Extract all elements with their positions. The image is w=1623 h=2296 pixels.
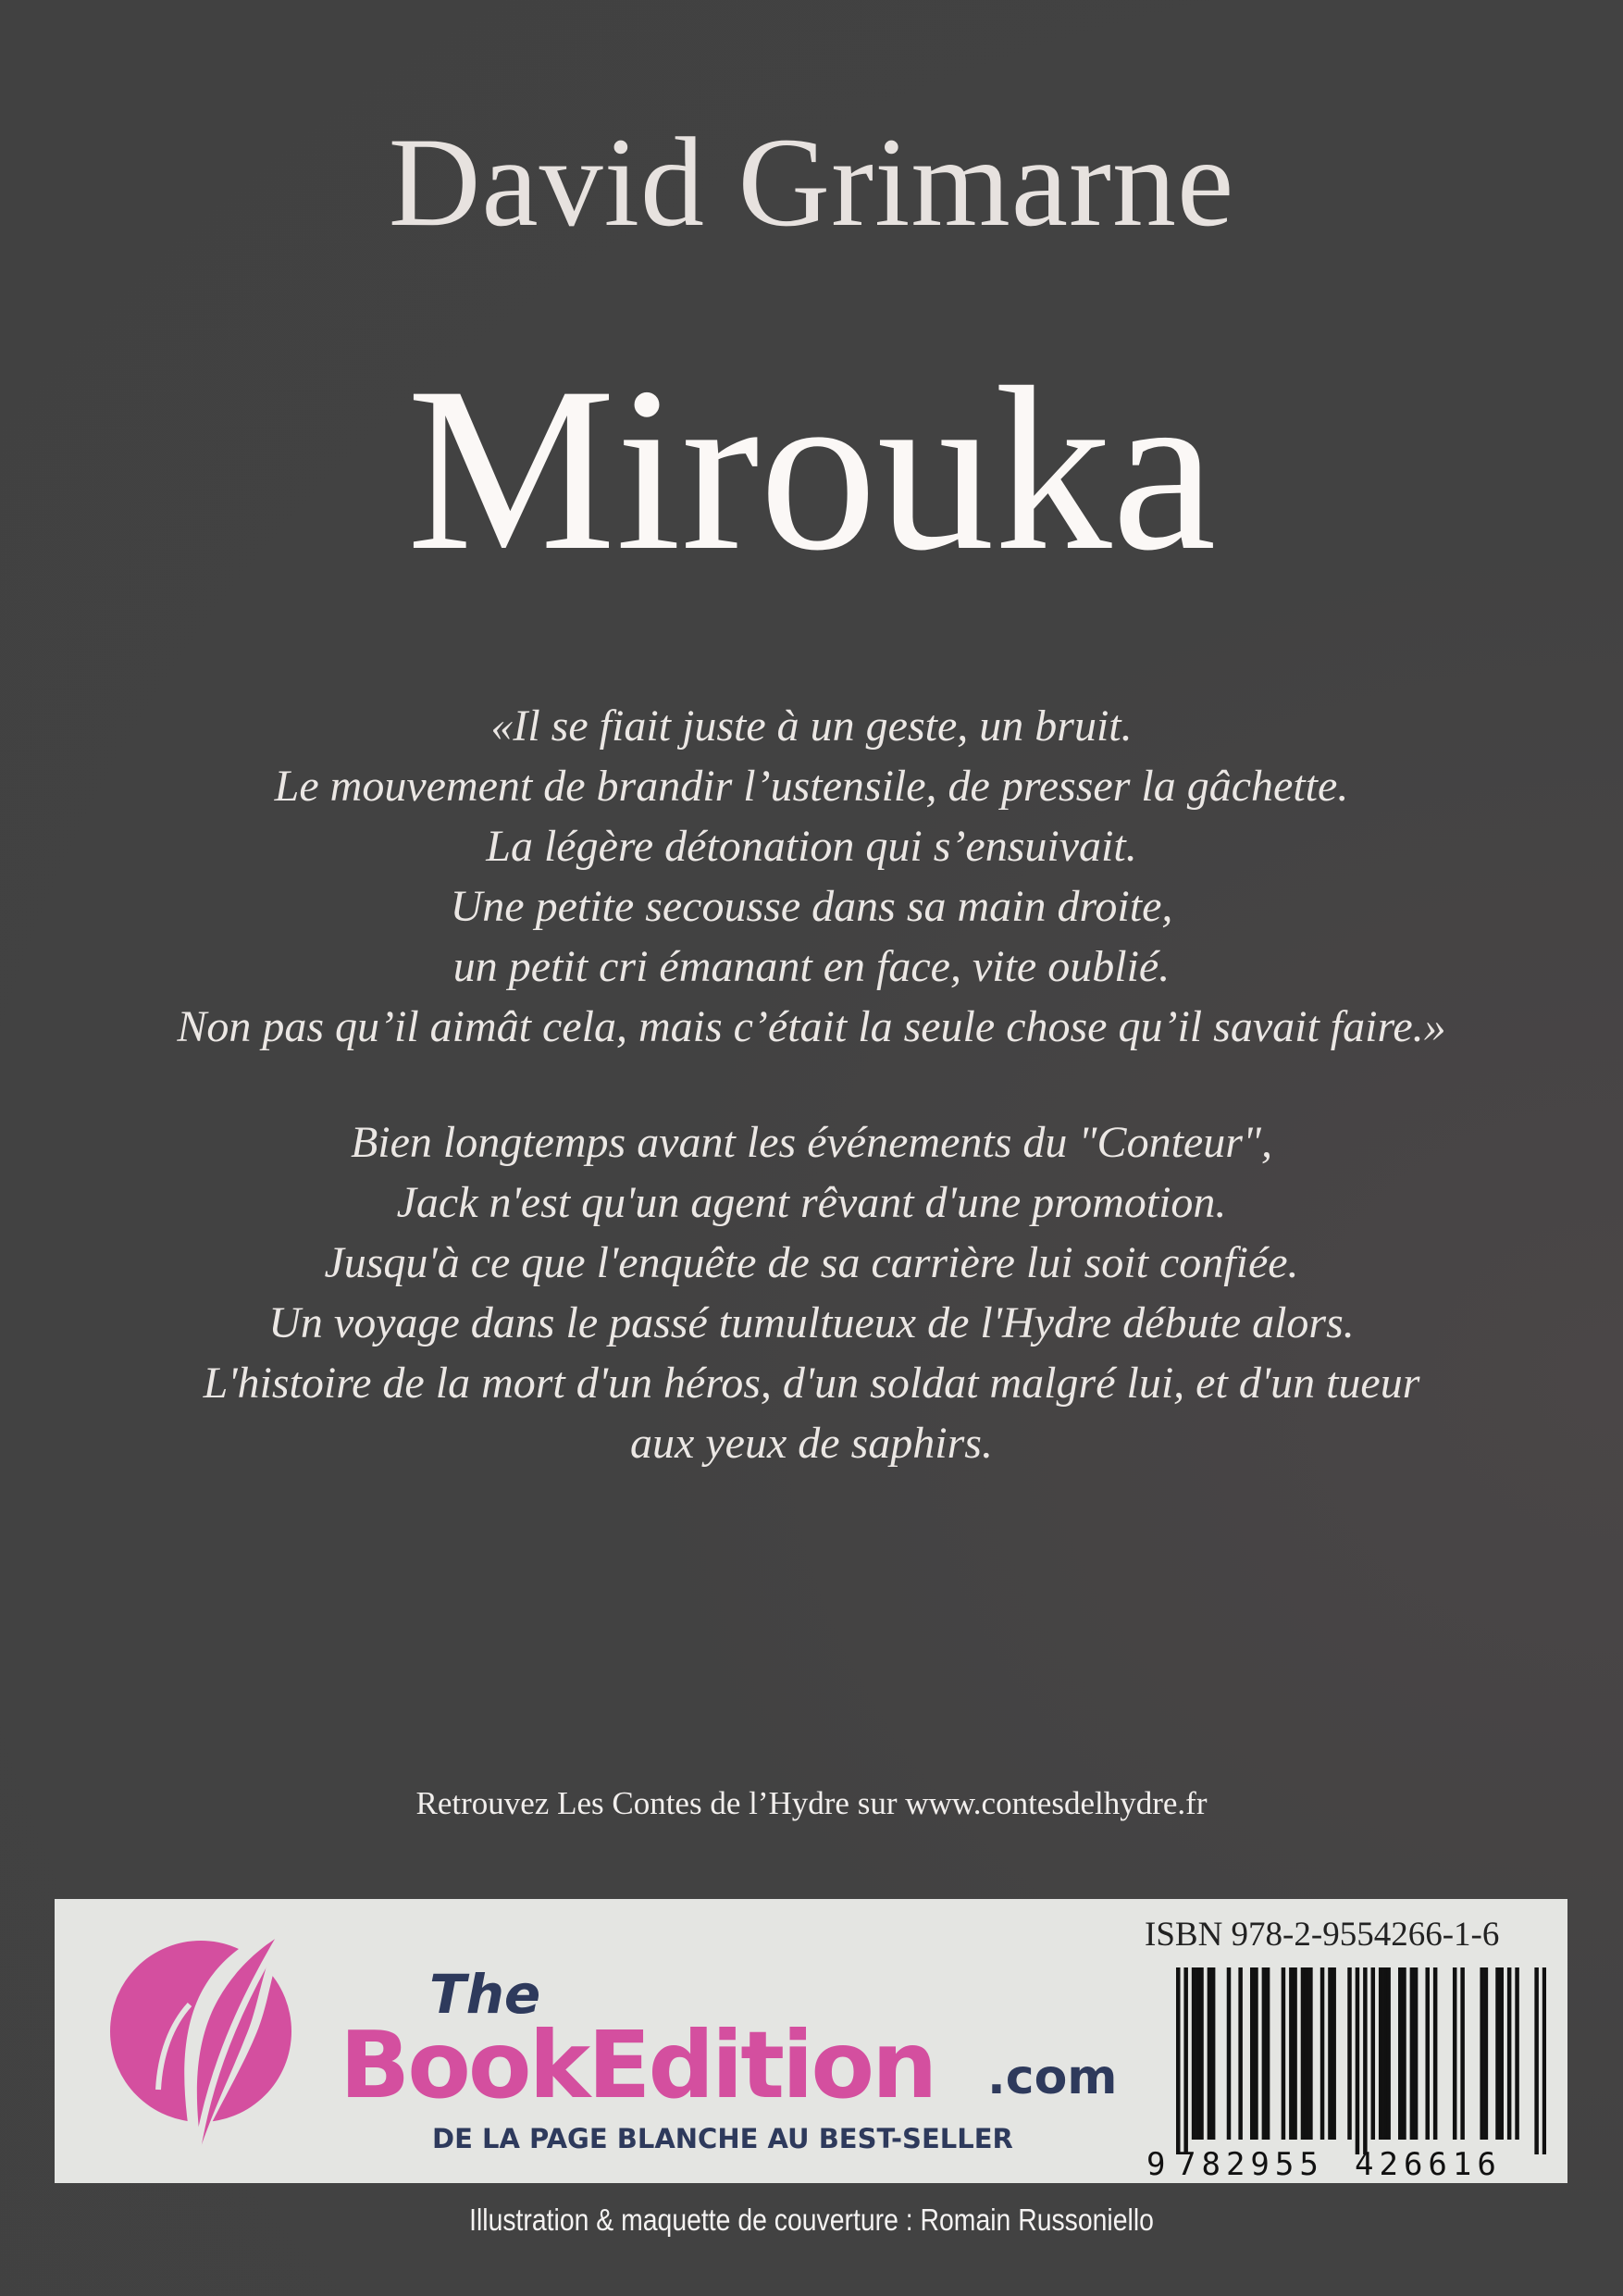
barcode-bar — [1371, 1967, 1376, 2140]
quote-line: Non pas qu’il aimât cela, mais c’était la seule chose qu’il savait faire.» — [177, 1002, 1446, 1051]
back-cover-quote — [0, 696, 1623, 1057]
barcode-bar — [1332, 1967, 1336, 2140]
barcode-bar — [1515, 1967, 1519, 2140]
barcode-bar — [1211, 1967, 1216, 2140]
brand-tagline: DE LA PAGE BLANCHE AU BEST-SELLER — [432, 2123, 1013, 2154]
barcode-bar — [1398, 1967, 1403, 2140]
feather-quill-icon — [81, 1916, 312, 2175]
quote-line: «Il se fiait juste à un geste, un bruit. — [490, 701, 1133, 751]
barcode-bar — [1293, 1967, 1297, 2140]
barcode-bar — [1495, 1967, 1500, 2140]
barcode-bar — [1305, 1967, 1309, 2140]
author-name: David Grimarne — [388, 111, 1235, 253]
barcode-bar — [1402, 1967, 1406, 2140]
isbn-label: ISBN 978-2-9554266-1-6 — [1145, 1916, 1500, 1954]
barcode-bar — [1208, 1967, 1212, 2140]
barcode-bar — [1254, 1967, 1258, 2140]
barcode-bar — [1238, 1967, 1243, 2140]
barcode-bar — [1176, 1967, 1181, 2154]
barcode-bar — [1301, 1967, 1306, 2140]
quote-line: Une petite secousse dans sa main droite, — [450, 882, 1173, 931]
barcode-bar — [1480, 1967, 1484, 2140]
summary-line: Un voyage dans le passé tumultueux de l'Hydre débute alors. — [268, 1298, 1355, 1347]
barcode-bar — [1308, 1967, 1313, 2140]
back-cover-summary — [0, 1112, 1623, 1473]
summary-line: Jusqu'à ce que l'enquête de sa carrière lui soit confiée. — [324, 1238, 1299, 1287]
website-line: Retrouvez Les Contes de l’Hydre sur www.contesdelhydre.fr — [415, 1785, 1208, 1821]
barcode-bar — [1507, 1967, 1512, 2140]
barcode-bar — [1414, 1967, 1419, 2140]
quote-line: La légère détonation qui s’ensuivait. — [486, 822, 1137, 871]
book-title: Mirouka — [406, 339, 1217, 599]
barcode-bar — [1289, 1967, 1294, 2140]
barcode-bar — [1410, 1967, 1415, 2140]
barcode-bar — [1386, 1967, 1391, 2140]
brand-the: The — [429, 1963, 541, 2026]
barcode-digit-group: 782955 — [1177, 2146, 1324, 2183]
barcode-bar — [1282, 1967, 1286, 2140]
barcode-bar — [1320, 1967, 1325, 2140]
barcode-digit-lead: 9 — [1146, 2146, 1166, 2183]
barcode-bar — [1196, 1967, 1200, 2140]
barcode-bar — [1534, 1967, 1539, 2154]
barcode-bar — [1347, 1967, 1352, 2140]
summary-line: L'histoire de la mort d'un héros, d'un soldat malgré lui, et d'un tueur — [203, 1359, 1420, 1408]
barcode-bar — [1453, 1967, 1457, 2140]
barcode-bar — [1460, 1967, 1465, 2140]
cover-credit: Illustration & maquette de couverture : Romain Russoniello — [469, 2203, 1154, 2237]
barcode-bar — [1328, 1967, 1332, 2140]
barcode-bar — [1499, 1967, 1504, 2140]
barcode-bar — [1262, 1967, 1267, 2140]
barcode-bar — [1192, 1967, 1196, 2140]
isbn-barcode — [1176, 1967, 1546, 2154]
quote-line: un petit cri émanant en face, vite oublié. — [452, 942, 1171, 991]
brand-tld: .com — [987, 2050, 1118, 2105]
barcode-bar — [1484, 1967, 1489, 2140]
barcode-bar — [1363, 1967, 1368, 2154]
barcode-bar — [1356, 1967, 1360, 2154]
brand-name: BookEdition — [340, 2011, 935, 2119]
barcode-bar — [1266, 1967, 1270, 2140]
barcode-bar — [1542, 1967, 1546, 2154]
barcode-bar — [1250, 1967, 1255, 2140]
barcode-bar — [1382, 1967, 1387, 2140]
publisher-panel — [55, 1899, 1567, 2183]
barcode-bar — [1379, 1967, 1383, 2140]
barcode-bar — [1183, 1967, 1188, 2154]
barcode-bar — [1433, 1967, 1438, 2140]
summary-line: aux yeux de saphirs. — [630, 1419, 993, 1468]
barcode-digit-group: 426616 — [1355, 2146, 1502, 2183]
summary-line: Jack n'est qu'un agent rêvant d'une promotion. — [396, 1178, 1227, 1227]
quote-line: Le mouvement de brandir l’ustensile, de presser la gâchette. — [274, 762, 1349, 811]
summary-line: Bien longtemps avant les événements du "Conteur", — [350, 1118, 1273, 1167]
barcode-bar — [1425, 1967, 1430, 2140]
barcode-bar — [1227, 1967, 1232, 2140]
barcode-bar — [1199, 1967, 1204, 2140]
